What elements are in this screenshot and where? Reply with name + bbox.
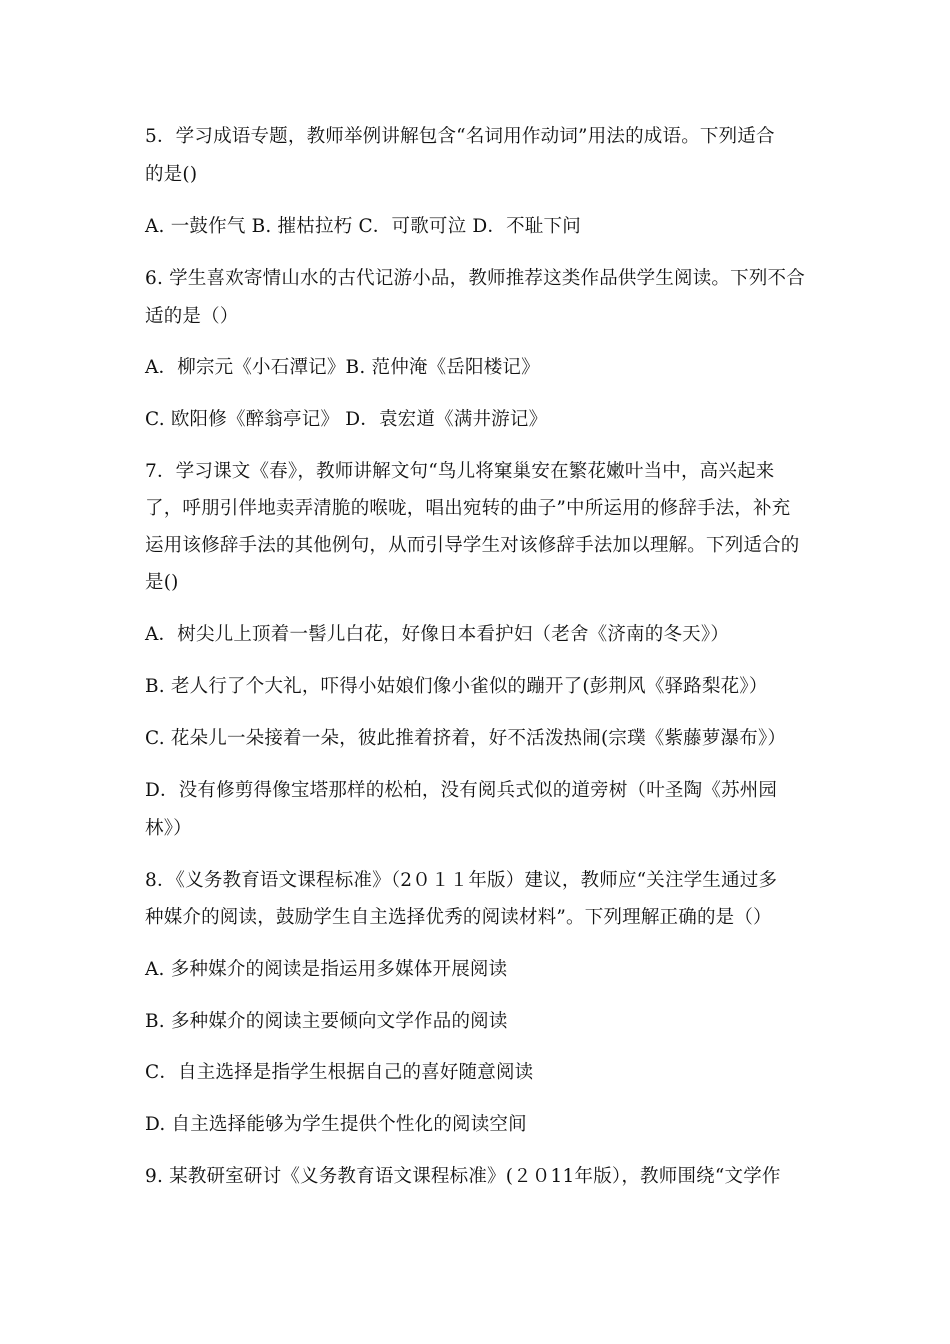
question-8-option-d: D. 自主选择能够为学生提供个性化的阅读空间 xyxy=(145,1114,527,1135)
question-7-option-c: C. 花朵儿一朵接着一朵，彼此推着挤着，好不活泼热闹(宗璞《紫藤萝瀑布》） xyxy=(145,728,787,749)
question-7-stem-line-3: 运用该修辞手法的其他例句，从而引导学生对该修辞手法加以理解。下列适合的 xyxy=(145,535,800,556)
question-7-option-a: A．树尖儿上顶着一髻儿白花，好像日本看护妇（老舍《济南的冬天》） xyxy=(145,624,730,645)
question-6-options-cd: C. 欧阳修《醉翁亭记》 D．袁宏道《满井游记》 xyxy=(145,409,548,430)
question-6-stem-line-1: 6. 学生喜欢寄情山水的古代记游小品，教师推荐这类作品供学生阅读。下列不合 xyxy=(145,268,805,289)
question-5-options: A. 一鼓作气 B. 摧枯拉朽 C．可歌可泣 D．不耻下问 xyxy=(145,216,581,237)
question-9-stem-line-1: 9. 某教研室研讨《义务教育语文课程标准》(２０11年版），教师围绕“文学作 xyxy=(145,1166,781,1187)
question-7-stem-line-1: 7．学习课文《春》，教师讲解文句“鸟儿将窠巢安在繁花嫩叶当中，高兴起来 xyxy=(145,461,775,482)
question-8-stem-line-1: 8．《义务教育语文课程标准》（2０１１年版）建议，教师应“关注学生通过多 xyxy=(145,870,778,891)
question-7-option-d-line-1: D．没有修剪得像宝塔那样的松柏，没有阅兵式似的道旁树（叶圣陶《苏州园 xyxy=(145,780,778,801)
question-8-option-a: A. 多种媒介的阅读是指运用多媒体开展阅读 xyxy=(145,959,508,980)
question-5-stem-line-1: 5．学习成语专题，教师举例讲解包含“名词用作动词”用法的成语。下列适合 xyxy=(145,126,775,147)
question-7-option-d-line-2: 林》） xyxy=(145,818,192,839)
question-7-stem-line-4: 是() xyxy=(145,572,179,593)
question-7-option-b: B. 老人行了个大礼，吓得小姑娘们像小雀似的蹦开了(彭荆风《驿路梨花》） xyxy=(145,676,768,697)
question-8-option-c: C．自主选择是指学生根据自己的喜好随意阅读 xyxy=(145,1062,534,1083)
question-6-options-ab: A．柳宗元《小石潭记》B. 范仲淹《岳阳楼记》 xyxy=(145,357,540,378)
question-6-stem-line-2: 适的是（） xyxy=(145,306,239,327)
question-5-stem-line-2: 的是() xyxy=(145,164,198,185)
question-8-stem-line-2: 种媒介的阅读，鼓励学生自主选择优秀的阅读材料”。下列理解正确的是（） xyxy=(145,907,772,928)
question-7-stem-line-2: 了，呼朋引伴地卖弄清脆的喉咙，唱出宛转的曲子”中所运用的修辞手法，补充 xyxy=(145,498,791,519)
question-8-option-b: B. 多种媒介的阅读主要倾向文学作品的阅读 xyxy=(145,1011,508,1032)
